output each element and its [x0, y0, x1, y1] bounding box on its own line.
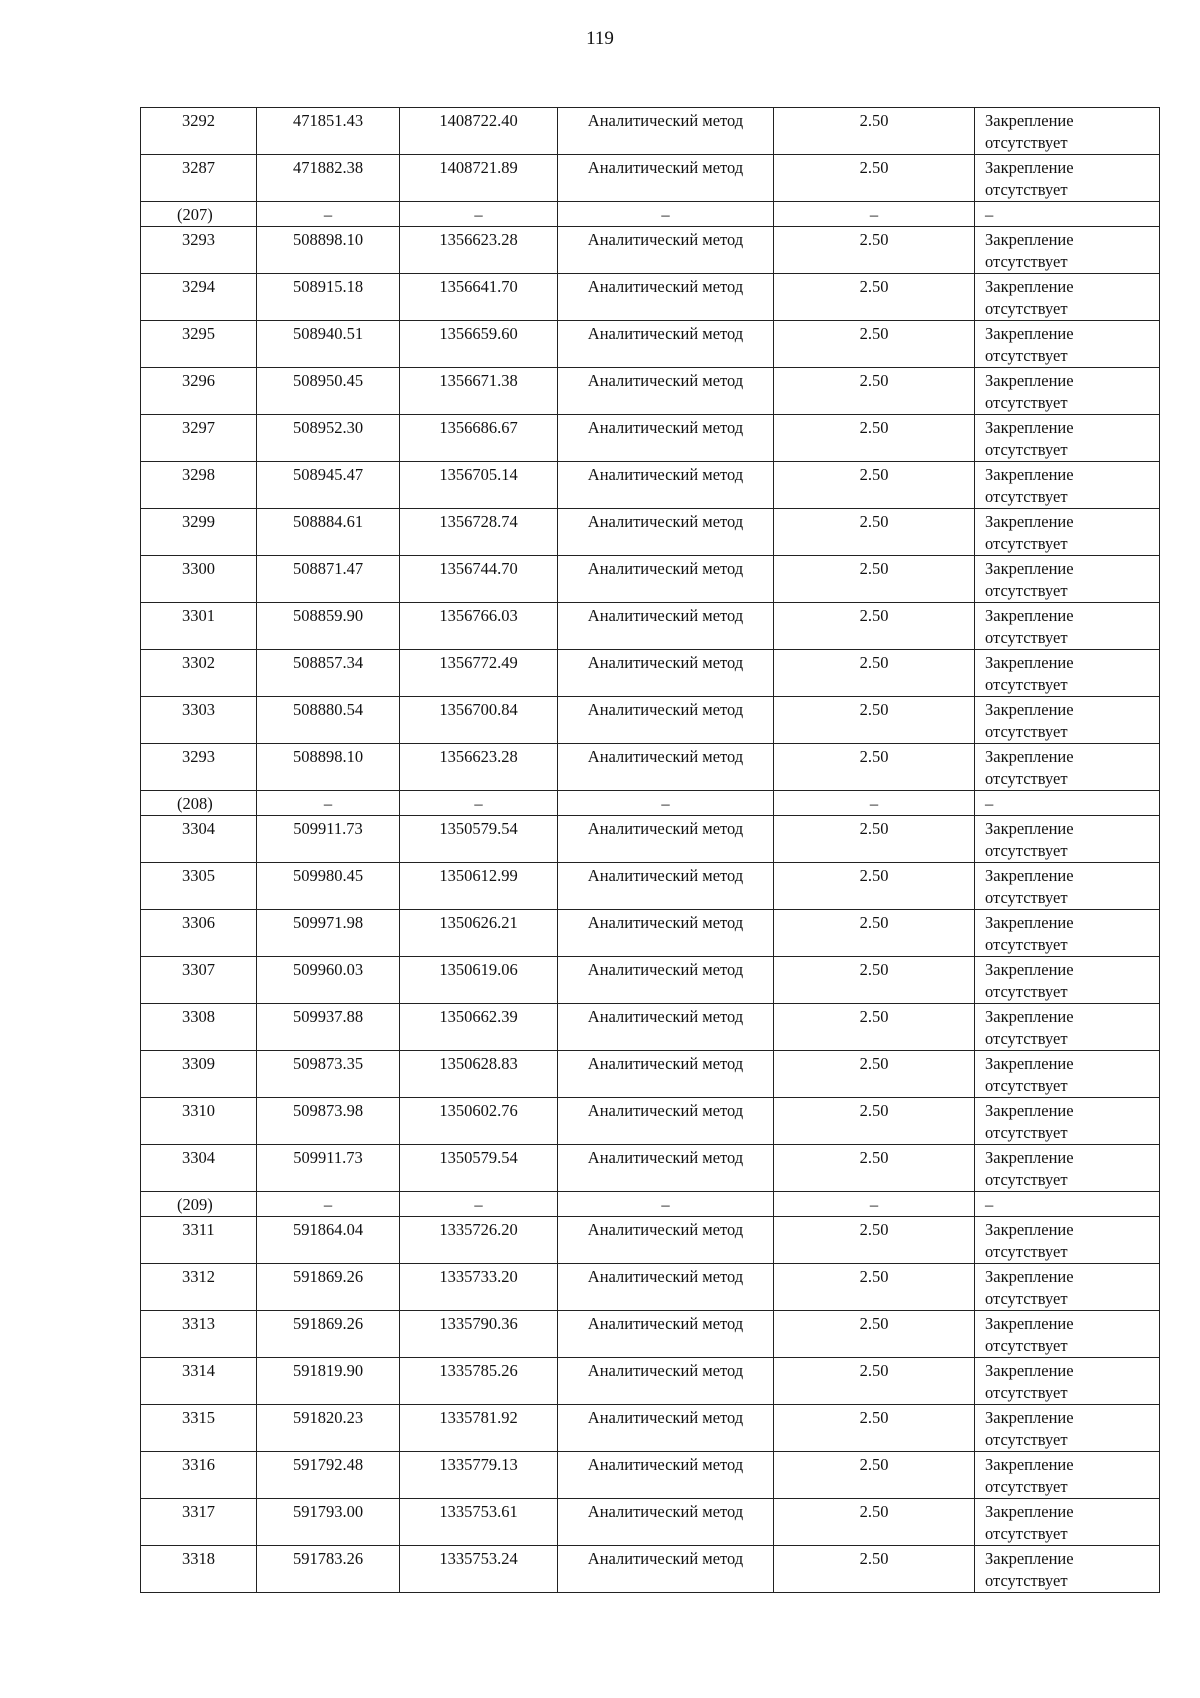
x-coordinate-cell: 509937.88	[257, 1004, 400, 1051]
table-row	[141, 1499, 1160, 1546]
fixation-cell: –	[975, 202, 1160, 227]
y-coordinate-cell: 1408722.40	[400, 108, 558, 155]
point-number-cell: 3298	[141, 462, 257, 509]
method-cell: Аналитический метод	[558, 697, 774, 744]
table-row	[141, 1145, 1160, 1192]
accuracy-cell: –	[774, 791, 975, 816]
table-row	[141, 321, 1160, 368]
fixation-cell: Закрепление отсутствует	[975, 1405, 1160, 1452]
y-coordinate-cell: 1335790.36	[400, 1311, 558, 1358]
point-number-cell: 3303	[141, 697, 257, 744]
accuracy-cell: 2.50	[774, 1452, 975, 1499]
point-number-cell: 3310	[141, 1098, 257, 1145]
method-cell: Аналитический метод	[558, 603, 774, 650]
point-number-cell: 3305	[141, 863, 257, 910]
table-row	[141, 1405, 1160, 1452]
fixation-cell: Закрепление отсутствует	[975, 462, 1160, 509]
table-row	[141, 1546, 1160, 1593]
point-number-cell: 3316	[141, 1452, 257, 1499]
x-coordinate-cell: –	[257, 791, 400, 816]
method-cell: Аналитический метод	[558, 108, 774, 155]
table-row	[141, 1004, 1160, 1051]
fixation-cell: Закрепление отсутствует	[975, 603, 1160, 650]
method-cell: Аналитический метод	[558, 744, 774, 791]
point-number-cell: 3296	[141, 368, 257, 415]
point-number-cell: 3294	[141, 274, 257, 321]
fixation-cell: Закрепление отсутствует	[975, 274, 1160, 321]
x-coordinate-cell: 508871.47	[257, 556, 400, 603]
method-cell: Аналитический метод	[558, 1098, 774, 1145]
point-number-cell: 3308	[141, 1004, 257, 1051]
y-coordinate-cell: 1356623.28	[400, 744, 558, 791]
y-coordinate-cell: 1350579.54	[400, 1145, 558, 1192]
accuracy-cell: 2.50	[774, 1405, 975, 1452]
point-number-cell: 3309	[141, 1051, 257, 1098]
point-number-cell: 3297	[141, 415, 257, 462]
y-coordinate-cell: –	[400, 202, 558, 227]
x-coordinate-cell: 509971.98	[257, 910, 400, 957]
y-coordinate-cell: 1356772.49	[400, 650, 558, 697]
point-number-cell: 3304	[141, 816, 257, 863]
x-coordinate-cell: 509873.35	[257, 1051, 400, 1098]
table-row	[141, 108, 1160, 155]
coordinates-table	[140, 107, 1160, 1593]
accuracy-cell: 2.50	[774, 227, 975, 274]
fixation-cell: Закрепление отсутствует	[975, 1145, 1160, 1192]
x-coordinate-cell: 471851.43	[257, 108, 400, 155]
accuracy-cell: 2.50	[774, 155, 975, 202]
method-cell: Аналитический метод	[558, 227, 774, 274]
table-row	[141, 1098, 1160, 1145]
fixation-cell: Закрепление отсутствует	[975, 910, 1160, 957]
method-cell: Аналитический метод	[558, 1264, 774, 1311]
fixation-cell: Закрепление отсутствует	[975, 816, 1160, 863]
point-number-cell: 3293	[141, 744, 257, 791]
x-coordinate-cell: 591783.26	[257, 1546, 400, 1593]
table-row	[141, 744, 1160, 791]
y-coordinate-cell: 1350579.54	[400, 816, 558, 863]
accuracy-cell: 2.50	[774, 863, 975, 910]
method-cell: –	[558, 791, 774, 816]
x-coordinate-cell: 509873.98	[257, 1098, 400, 1145]
fixation-cell: Закрепление отсутствует	[975, 1264, 1160, 1311]
page-number: 119	[586, 28, 614, 49]
contour-separator-row	[141, 791, 1160, 816]
accuracy-cell: 2.50	[774, 1217, 975, 1264]
method-cell: Аналитический метод	[558, 321, 774, 368]
y-coordinate-cell: –	[400, 1192, 558, 1217]
point-number-cell: 3304	[141, 1145, 257, 1192]
method-cell: Аналитический метод	[558, 1217, 774, 1264]
accuracy-cell: 2.50	[774, 1051, 975, 1098]
x-coordinate-cell: 509960.03	[257, 957, 400, 1004]
y-coordinate-cell: 1356766.03	[400, 603, 558, 650]
x-coordinate-cell: 509980.45	[257, 863, 400, 910]
accuracy-cell: 2.50	[774, 1311, 975, 1358]
x-coordinate-cell: 591792.48	[257, 1452, 400, 1499]
method-cell: Аналитический метод	[558, 910, 774, 957]
x-coordinate-cell: 591869.26	[257, 1264, 400, 1311]
table-row	[141, 1051, 1160, 1098]
point-number-cell: 3295	[141, 321, 257, 368]
fixation-cell: Закрепление отсутствует	[975, 957, 1160, 1004]
method-cell: Аналитический метод	[558, 556, 774, 603]
x-coordinate-cell: –	[257, 1192, 400, 1217]
point-number-cell: 3318	[141, 1546, 257, 1593]
method-cell: Аналитический метод	[558, 1145, 774, 1192]
table-row	[141, 650, 1160, 697]
fixation-cell: Закрепление отсутствует	[975, 556, 1160, 603]
accuracy-cell: 2.50	[774, 509, 975, 556]
fixation-cell: Закрепление отсутствует	[975, 415, 1160, 462]
method-cell: Аналитический метод	[558, 1499, 774, 1546]
y-coordinate-cell: 1350662.39	[400, 1004, 558, 1051]
fixation-cell: Закрепление отсутствует	[975, 1452, 1160, 1499]
y-coordinate-cell: 1356686.67	[400, 415, 558, 462]
x-coordinate-cell: 591819.90	[257, 1358, 400, 1405]
accuracy-cell: 2.50	[774, 650, 975, 697]
table-row	[141, 1358, 1160, 1405]
point-number-cell: 3311	[141, 1217, 257, 1264]
accuracy-cell: 2.50	[774, 603, 975, 650]
y-coordinate-cell: 1335726.20	[400, 1217, 558, 1264]
point-number-cell: 3302	[141, 650, 257, 697]
method-cell: Аналитический метод	[558, 462, 774, 509]
method-cell: Аналитический метод	[558, 1405, 774, 1452]
fixation-cell: Закрепление отсутствует	[975, 744, 1160, 791]
fixation-cell: –	[975, 791, 1160, 816]
x-coordinate-cell: 508915.18	[257, 274, 400, 321]
y-coordinate-cell: 1356728.74	[400, 509, 558, 556]
x-coordinate-cell: 508880.54	[257, 697, 400, 744]
fixation-cell: Закрепление отсутствует	[975, 1499, 1160, 1546]
method-cell: Аналитический метод	[558, 816, 774, 863]
x-coordinate-cell: 509911.73	[257, 1145, 400, 1192]
method-cell: Аналитический метод	[558, 650, 774, 697]
method-cell: –	[558, 1192, 774, 1217]
method-cell: Аналитический метод	[558, 368, 774, 415]
table-row	[141, 603, 1160, 650]
accuracy-cell: 2.50	[774, 1358, 975, 1405]
x-coordinate-cell: 508952.30	[257, 415, 400, 462]
accuracy-cell: 2.50	[774, 1145, 975, 1192]
fixation-cell: Закрепление отсутствует	[975, 697, 1160, 744]
table-row	[141, 697, 1160, 744]
fixation-cell: Закрепление отсутствует	[975, 1098, 1160, 1145]
method-cell: Аналитический метод	[558, 415, 774, 462]
contour-separator-row	[141, 202, 1160, 227]
fixation-cell: Закрепление отсутствует	[975, 1311, 1160, 1358]
point-number-cell: 3299	[141, 509, 257, 556]
x-coordinate-cell: 591820.23	[257, 1405, 400, 1452]
accuracy-cell: –	[774, 202, 975, 227]
fixation-cell: Закрепление отсутствует	[975, 1217, 1160, 1264]
method-cell: Аналитический метод	[558, 1358, 774, 1405]
point-number-cell: (207)	[141, 202, 257, 227]
point-number-cell: (209)	[141, 1192, 257, 1217]
method-cell: Аналитический метод	[558, 863, 774, 910]
method-cell: –	[558, 202, 774, 227]
fixation-cell: Закрепление отсутствует	[975, 1051, 1160, 1098]
fixation-cell: Закрепление отсутствует	[975, 108, 1160, 155]
table-row	[141, 1264, 1160, 1311]
y-coordinate-cell: 1356641.70	[400, 274, 558, 321]
y-coordinate-cell: 1350626.21	[400, 910, 558, 957]
x-coordinate-cell: 508898.10	[257, 744, 400, 791]
method-cell: Аналитический метод	[558, 1452, 774, 1499]
fixation-cell: Закрепление отсутствует	[975, 368, 1160, 415]
table-row	[141, 1311, 1160, 1358]
fixation-cell: Закрепление отсутствует	[975, 1004, 1160, 1051]
accuracy-cell: 2.50	[774, 910, 975, 957]
accuracy-cell: 2.50	[774, 321, 975, 368]
accuracy-cell: 2.50	[774, 108, 975, 155]
y-coordinate-cell: 1335779.13	[400, 1452, 558, 1499]
point-number-cell: (208)	[141, 791, 257, 816]
accuracy-cell: 2.50	[774, 274, 975, 321]
method-cell: Аналитический метод	[558, 1546, 774, 1593]
x-coordinate-cell: 508940.51	[257, 321, 400, 368]
accuracy-cell: 2.50	[774, 462, 975, 509]
y-coordinate-cell: 1356700.84	[400, 697, 558, 744]
method-cell: Аналитический метод	[558, 1004, 774, 1051]
fixation-cell: Закрепление отсутствует	[975, 650, 1160, 697]
fixation-cell: Закрепление отсутствует	[975, 227, 1160, 274]
y-coordinate-cell: 1350619.06	[400, 957, 558, 1004]
point-number-cell: 3287	[141, 155, 257, 202]
x-coordinate-cell: 591793.00	[257, 1499, 400, 1546]
y-coordinate-cell: 1350602.76	[400, 1098, 558, 1145]
y-coordinate-cell: 1350612.99	[400, 863, 558, 910]
accuracy-cell: 2.50	[774, 1264, 975, 1311]
point-number-cell: 3300	[141, 556, 257, 603]
point-number-cell: 3307	[141, 957, 257, 1004]
table-row	[141, 509, 1160, 556]
x-coordinate-cell: 508950.45	[257, 368, 400, 415]
x-coordinate-cell: 508884.61	[257, 509, 400, 556]
method-cell: Аналитический метод	[558, 155, 774, 202]
point-number-cell: 3293	[141, 227, 257, 274]
x-coordinate-cell: 591864.04	[257, 1217, 400, 1264]
fixation-cell: Закрепление отсутствует	[975, 321, 1160, 368]
x-coordinate-cell: 508857.34	[257, 650, 400, 697]
table-row	[141, 1217, 1160, 1264]
table-row	[141, 1452, 1160, 1499]
table-row	[141, 368, 1160, 415]
x-coordinate-cell: 591869.26	[257, 1311, 400, 1358]
method-cell: Аналитический метод	[558, 509, 774, 556]
accuracy-cell: 2.50	[774, 957, 975, 1004]
accuracy-cell: –	[774, 1192, 975, 1217]
y-coordinate-cell: –	[400, 791, 558, 816]
accuracy-cell: 2.50	[774, 1098, 975, 1145]
accuracy-cell: 2.50	[774, 368, 975, 415]
contour-separator-row	[141, 1192, 1160, 1217]
method-cell: Аналитический метод	[558, 957, 774, 1004]
fixation-cell: Закрепление отсутствует	[975, 1546, 1160, 1593]
table-row	[141, 816, 1160, 863]
point-number-cell: 3317	[141, 1499, 257, 1546]
accuracy-cell: 2.50	[774, 1546, 975, 1593]
fixation-cell: Закрепление отсутствует	[975, 509, 1160, 556]
method-cell: Аналитический метод	[558, 1051, 774, 1098]
point-number-cell: 3301	[141, 603, 257, 650]
y-coordinate-cell: 1335785.26	[400, 1358, 558, 1405]
x-coordinate-cell: 509911.73	[257, 816, 400, 863]
accuracy-cell: 2.50	[774, 1004, 975, 1051]
y-coordinate-cell: 1350628.83	[400, 1051, 558, 1098]
method-cell: Аналитический метод	[558, 274, 774, 321]
accuracy-cell: 2.50	[774, 744, 975, 791]
point-number-cell: 3312	[141, 1264, 257, 1311]
fixation-cell: Закрепление отсутствует	[975, 1358, 1160, 1405]
y-coordinate-cell: 1356623.28	[400, 227, 558, 274]
accuracy-cell: 2.50	[774, 697, 975, 744]
table-row	[141, 415, 1160, 462]
x-coordinate-cell: 471882.38	[257, 155, 400, 202]
point-number-cell: 3306	[141, 910, 257, 957]
y-coordinate-cell: 1356744.70	[400, 556, 558, 603]
y-coordinate-cell: 1356705.14	[400, 462, 558, 509]
table-row	[141, 863, 1160, 910]
coordinates-table-body	[141, 108, 1160, 1593]
table-row	[141, 227, 1160, 274]
table-row	[141, 155, 1160, 202]
accuracy-cell: 2.50	[774, 556, 975, 603]
y-coordinate-cell: 1356671.38	[400, 368, 558, 415]
table-row	[141, 910, 1160, 957]
fixation-cell: –	[975, 1192, 1160, 1217]
table-row	[141, 462, 1160, 509]
x-coordinate-cell: –	[257, 202, 400, 227]
point-number-cell: 3315	[141, 1405, 257, 1452]
fixation-cell: Закрепление отсутствует	[975, 863, 1160, 910]
y-coordinate-cell: 1356659.60	[400, 321, 558, 368]
accuracy-cell: 2.50	[774, 415, 975, 462]
x-coordinate-cell: 508859.90	[257, 603, 400, 650]
y-coordinate-cell: 1335753.24	[400, 1546, 558, 1593]
fixation-cell: Закрепление отсутствует	[975, 155, 1160, 202]
accuracy-cell: 2.50	[774, 1499, 975, 1546]
point-number-cell: 3292	[141, 108, 257, 155]
x-coordinate-cell: 508898.10	[257, 227, 400, 274]
y-coordinate-cell: 1335781.92	[400, 1405, 558, 1452]
table-row	[141, 957, 1160, 1004]
table-row	[141, 274, 1160, 321]
point-number-cell: 3313	[141, 1311, 257, 1358]
method-cell: Аналитический метод	[558, 1311, 774, 1358]
x-coordinate-cell: 508945.47	[257, 462, 400, 509]
y-coordinate-cell: 1408721.89	[400, 155, 558, 202]
y-coordinate-cell: 1335753.61	[400, 1499, 558, 1546]
table-row	[141, 556, 1160, 603]
accuracy-cell: 2.50	[774, 816, 975, 863]
y-coordinate-cell: 1335733.20	[400, 1264, 558, 1311]
point-number-cell: 3314	[141, 1358, 257, 1405]
